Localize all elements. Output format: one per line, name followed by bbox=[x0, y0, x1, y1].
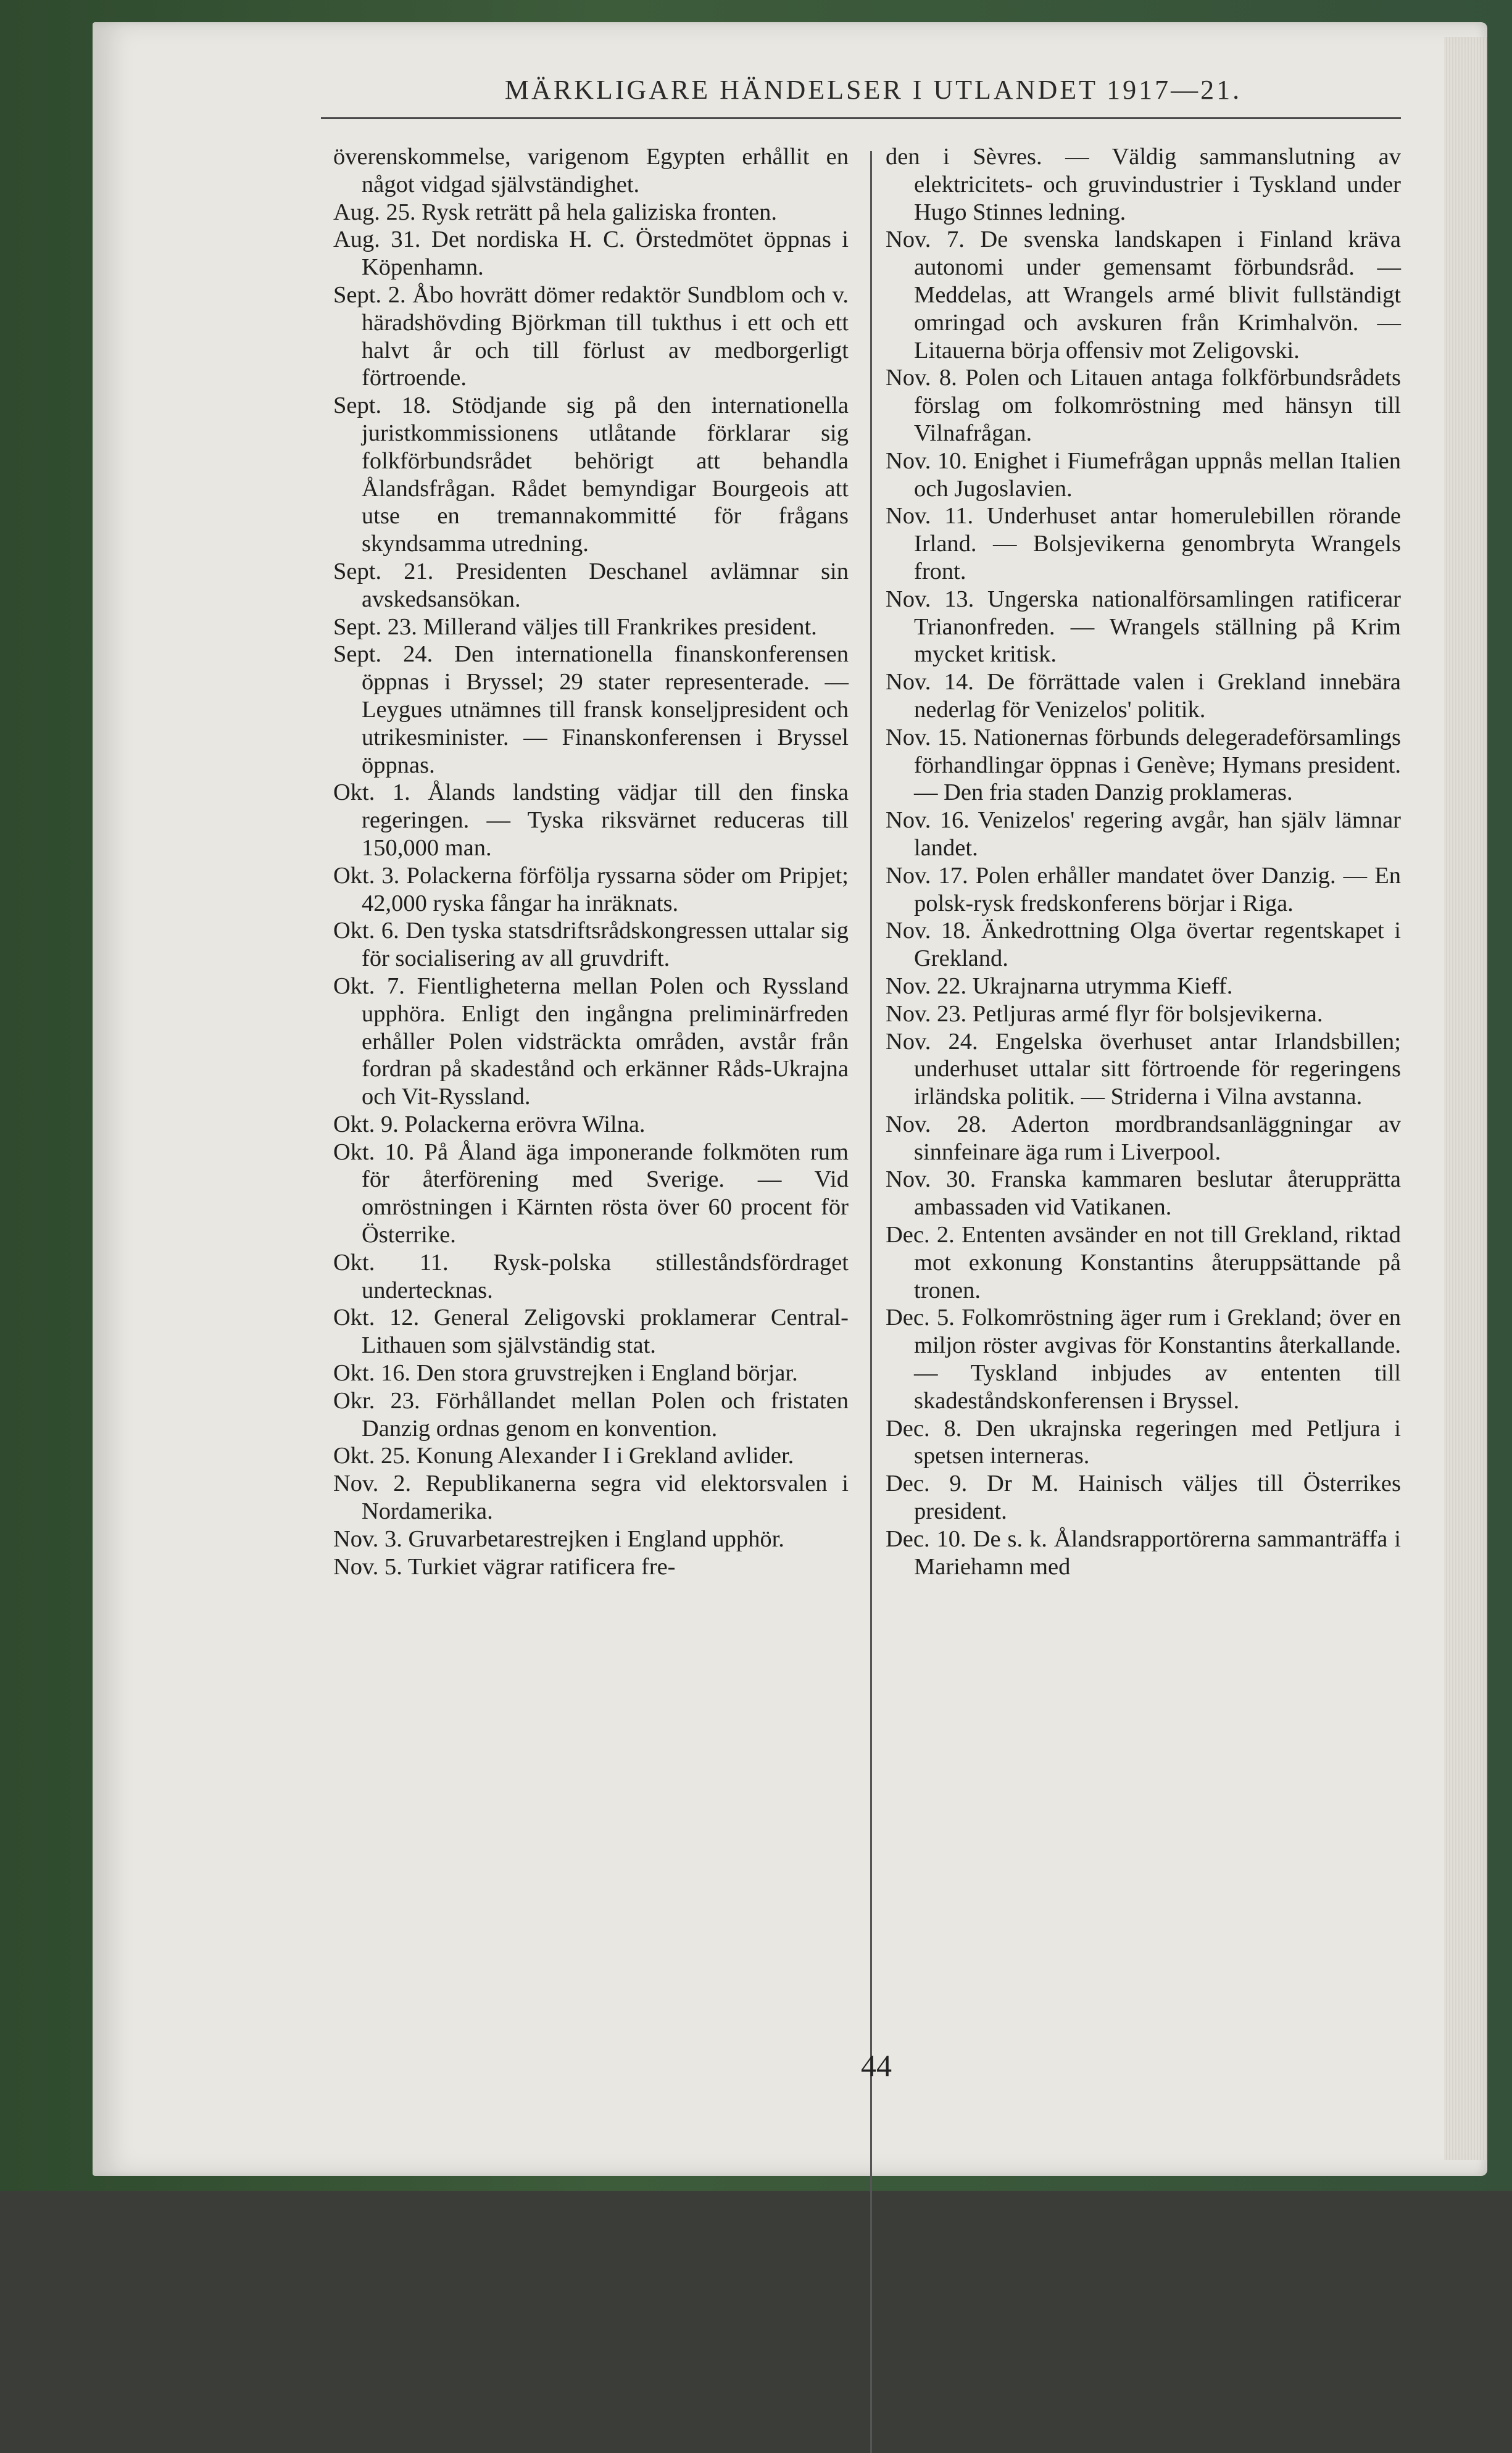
chronicle-entry: Sept. 18. Stödjande sig på den internationella juristkommissionens utlåtande förklarar sig folkförbundsrådet behörigt att behandla Ålandsfrågan. Rådet bemyndigar Bourgeois att utse en tremannakommitté för frågans skyndsamma utredning. bbox=[333, 392, 849, 557]
chronicle-entry: Nov. 7. De svenska landskapen i Finland kräva autonomi under gemensamt förbundsråd. — Meddelas, att Wrangels armé blivit fullständigt omringad och avskuren från Krimhalvön. — Litauerna börja offensiv mot Zeligovski. bbox=[886, 226, 1401, 363]
page-number: 44 bbox=[861, 2048, 892, 2083]
chronicle-entry: Nov. 14. De förrättade valen i Grekland innebära nederlag för Venizelos' politik. bbox=[886, 669, 1401, 723]
chronicle-entry: Okt. 25. Konung Alexander I i Grekland avlider. bbox=[333, 1443, 794, 1469]
chronicle-entry: Nov. 22. Ukrajnarna utrymma Kieff. bbox=[886, 973, 1233, 999]
chronicle-entry: Okt. 16. Den stora gruvstrejken i England börjar. bbox=[333, 1360, 798, 1387]
chronicle-entry: Aug. 25. Rysk reträtt på hela galiziska fronten. bbox=[333, 199, 778, 225]
chronicle-entry: Nov. 23. Petljuras armé flyr för bolsjevikerna. bbox=[886, 1000, 1323, 1027]
chronicle-entry: överenskommelse, varigenom Egypten erhållit en något vidgad självständighet. bbox=[333, 144, 849, 197]
chronicle-entry: Nov. 2. Republikanerna segra vid elektorsvalen i Nordamerika. bbox=[333, 1471, 849, 1525]
page-edges bbox=[1444, 37, 1487, 2160]
chronicle-entry: Dec. 5. Folkomröstning äger rum i Grekland; över en miljon röster avgivas för Konstantins återkallande. — Tyskland inbjudes av ententen till skadeståndskonferensen i Bryssel. bbox=[886, 1305, 1401, 1414]
chronicle-entry: Sept. 24. Den internationella finanskonferensen öppnas i Bryssel; 29 stater representerade. — Leygues utnämnes till fransk konseljpresident och utrikesminister. — Finanskonferensen i Bryssel öppnas. bbox=[333, 641, 849, 778]
chronicle-entry: Okt. 3. Polackerna förfölja ryssarna söder om Pripjet; 42,000 ryska fångar ha inräknats. bbox=[333, 862, 849, 916]
chronicle-entry: Okt. 11. Rysk-polska stilleståndsfördraget undertecknas. bbox=[333, 1249, 849, 1303]
chronicle-entry: Okt. 7. Fientligheterna mellan Polen och Ryssland upphöra. Enligt den ingångna preliminärfreden erhåller Polen vidsträckta områden, avstår från fordran på skadestånd och erkänner Råds-Ukrajna och Vit-Ryssland. bbox=[333, 973, 849, 1110]
chronicle-entry: Nov. 3. Gruvarbetarestrejken i England upphör. bbox=[333, 1525, 784, 1552]
chronicle-entry: Nov. 13. Ungerska nationalförsamlingen ratificerar Trianonfreden. — Wrangels ställning på Krim mycket kritisk. bbox=[886, 586, 1401, 668]
chronicle-entry: Nov. 5. Turkiet vägrar ratificera fre- bbox=[333, 1553, 676, 1580]
chronicle-entry: Nov. 8. Polen och Litauen antaga folkförbundsrådets förslag om folkomröstning med hänsyn till Vilnafrågan. bbox=[886, 365, 1401, 446]
chronicle-entry: Dec. 8. Den ukrajnska regeringen med Petljura i spetsen interneras. bbox=[886, 1415, 1401, 1469]
chronicle-entry: Okr. 23. Förhållandet mellan Polen och fristaten Danzig ordnas genom en konvention. bbox=[333, 1387, 849, 1442]
chronicle-entry: Dec. 10. De s. k. Ålandsrapportörerna sammanträffa i Mariehamn med bbox=[886, 1525, 1401, 1580]
chronicle-entry: Okt. 9. Polackerna erövra Wilna. bbox=[333, 1111, 646, 1137]
chronicle-entry: Aug. 31. Det nordiska H. C. Örstedmötet öppnas i Köpenhamn. bbox=[333, 226, 849, 281]
chronicle-entry: Nov. 10. Enighet i Fiumefrågan uppnås mellan Italien och Jugoslavien. bbox=[886, 447, 1401, 502]
chronicle-entry: Okt. 10. På Åland äga imponerande folkmöten rum för återförening med Sverige. — Vid omröstningen i Kärnten rösta över 60 procent för Österrike. bbox=[333, 1139, 849, 1248]
left-column bbox=[333, 143, 849, 1580]
chronicle-entry: Nov. 18. Änkedrottning Olga övertar regentskapet i Grekland. bbox=[886, 918, 1401, 972]
chronicle-entry: Nov. 16. Venizelos' regering avgår, han själv lämnar landet. bbox=[886, 807, 1401, 861]
chronicle-entry: den i Sèvres. — Väldig sammanslutning av elektricitets- och gruvindustrier i Tyskland under Hugo Stinnes ledning. bbox=[886, 144, 1401, 225]
chronicle-entry: Nov. 17. Polen erhåller mandatet över Danzig. — En polsk-rysk fredskonferens börjar i Riga. bbox=[886, 862, 1401, 916]
chronicle-entry: Nov. 11. Underhuset antar homerulebillen rörande Irland. — Bolsjevikerna genombryta Wrangels front. bbox=[886, 503, 1401, 584]
chronicle-entry: Nov. 24. Engelska överhuset antar Irlandsbillen; underhuset uttalar sitt förtroende för regeringens irländska politik. — Striderna i Vilna avstanna. bbox=[886, 1028, 1401, 1110]
chronicle-entry: Dec. 9. Dr M. Hainisch väljes till Österrikes president. bbox=[886, 1471, 1401, 1525]
chronicle-entry: Sept. 21. Presidenten Deschanel avlämnar sin avskedsansökan. bbox=[333, 558, 849, 612]
chronicle-entry: Okt. 6. Den tyska statsdriftsrådskongressen uttalar sig för socialisering av all gruvdrift. bbox=[333, 918, 849, 972]
running-head: MÄRKLIGARE HÄNDELSER I UTLANDET 1917—21. bbox=[504, 75, 1242, 105]
chronicle-entry: Nov. 30. Franska kammaren beslutar återupprätta ambassaden vid Vatikanen. bbox=[886, 1166, 1401, 1221]
column-divider bbox=[870, 151, 872, 2453]
chronicle-entry: Okt. 12. General Zeligovski proklamerar Central-Lithauen som självständig stat. bbox=[333, 1305, 849, 1359]
chronicle-entry: Nov. 15. Nationernas förbunds delegeradeförsamlings förhandlingar öppnas i Genève; Hymans president. — Den fria staden Danzig proklameras. bbox=[886, 724, 1401, 806]
chronicle-entry: Dec. 2. Ententen avsänder en not till Grekland, riktad mot exkonung Konstantins återuppsättande på tronen. bbox=[886, 1222, 1401, 1303]
chronicle-entry: Sept. 2. Åbo hovrätt dömer redaktör Sundblom och v. häradshövding Björkman till tukthus i ett och ett halvt år och till förlust av medborgerligt förtroende. bbox=[333, 281, 849, 391]
chronicle-entry: Okt. 1. Ålands landsting vädjar till den finska regeringen. — Tyska riksvärnet reduceras till 150,000 man. bbox=[333, 779, 849, 861]
chronicle-entry: Nov. 28. Aderton mordbrandsanläggningar av sinnfeinare äga rum i Liverpool. bbox=[886, 1111, 1401, 1165]
chronicle-entry: Sept. 23. Millerand väljes till Frankrikes president. bbox=[333, 613, 817, 640]
header-rule bbox=[321, 117, 1401, 119]
right-column bbox=[886, 143, 1401, 1580]
